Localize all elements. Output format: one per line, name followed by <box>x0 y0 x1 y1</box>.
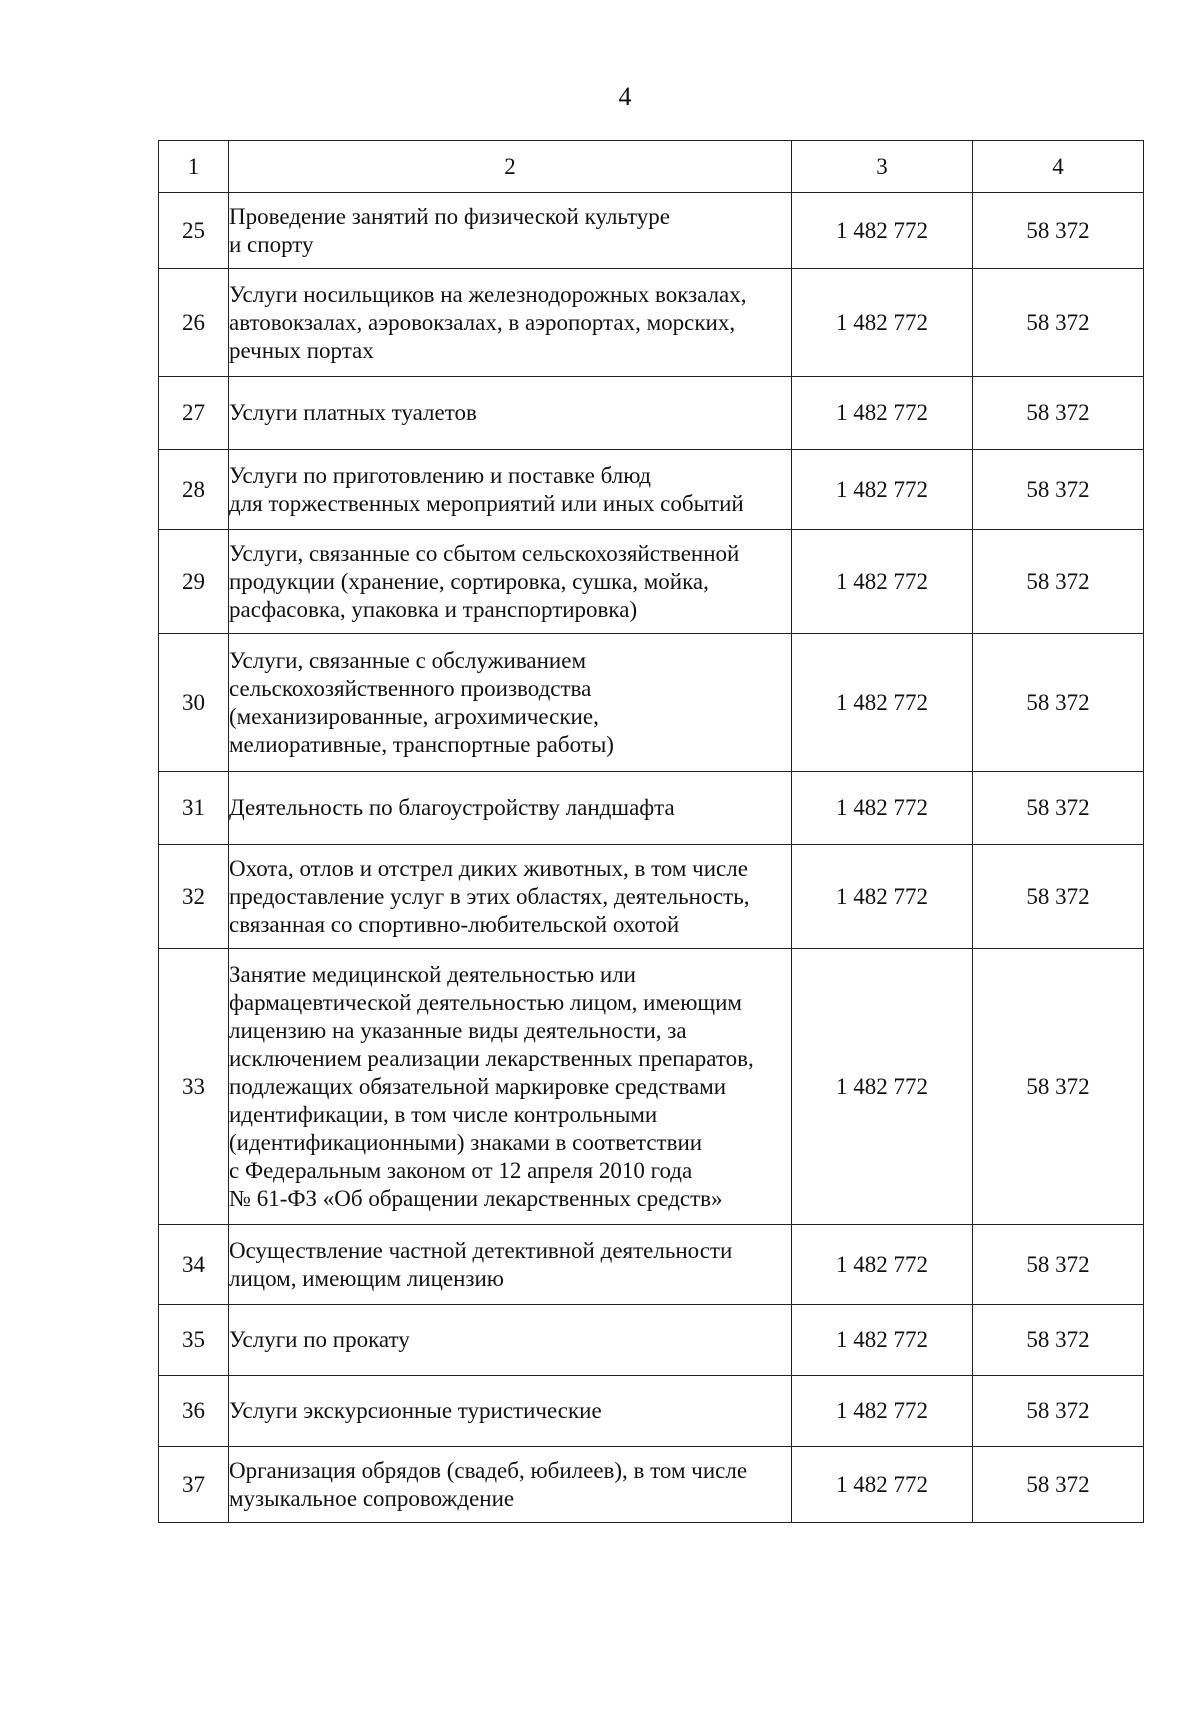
row-description-text: Услуги, связанные с обслуживанием сельскохозяйственного производства (механизированные, агрохимические, мелиоративные, транспортные работы) <box>229 647 614 757</box>
row-col4-value: 58 372 <box>973 450 1144 530</box>
row-description-text: Деятельность по благоустройству ландшафта <box>229 795 675 820</box>
row-col4-value: 58 372 <box>973 269 1144 377</box>
table-row <box>159 949 1144 1225</box>
row-number: 29 <box>159 530 229 634</box>
row-number: 37 <box>159 1447 229 1523</box>
row-number: 34 <box>159 1225 229 1305</box>
row-col3-value: 1 482 772 <box>792 1447 973 1523</box>
row-description <box>229 634 792 772</box>
row-number: 28 <box>159 450 229 530</box>
row-col4-value: 58 372 <box>973 845 1144 949</box>
row-col3-value: 1 482 772 <box>792 1305 973 1376</box>
row-col4-value: 58 372 <box>973 193 1144 269</box>
row-number: 33 <box>159 949 229 1225</box>
services-table <box>158 140 1144 1523</box>
row-col4-value: 58 372 <box>973 1447 1144 1523</box>
row-col4-value: 58 372 <box>973 1305 1144 1376</box>
row-description-text: Услуги по приготовлению и поставке блюд для торжественных мероприятий или иных событий <box>229 462 744 516</box>
table-row <box>159 1305 1144 1376</box>
row-description <box>229 1305 792 1376</box>
row-description <box>229 530 792 634</box>
row-col4-value: 58 372 <box>973 1376 1144 1447</box>
row-description-text: Услуги, связанные со сбытом сельскохозяйственной продукции (хранение, сортировка, сушка, мойка, расфасовка, упаковка и транспортировка) <box>229 540 740 622</box>
table-row <box>159 450 1144 530</box>
table-header <box>159 141 1144 193</box>
row-col3-value: 1 482 772 <box>792 949 973 1225</box>
row-number: 36 <box>159 1376 229 1447</box>
row-col3-value: 1 482 772 <box>792 1225 973 1305</box>
row-description-text: Проведение занятий по физической культуре и спорту <box>229 203 670 257</box>
row-description <box>229 845 792 949</box>
header-col-1: 1 <box>159 141 229 193</box>
table-row <box>159 634 1144 772</box>
table-row <box>159 1225 1144 1305</box>
row-col3-value: 1 482 772 <box>792 634 973 772</box>
table-row <box>159 193 1144 269</box>
table-row <box>159 772 1144 845</box>
row-number: 26 <box>159 269 229 377</box>
table-row <box>159 1376 1144 1447</box>
row-number: 31 <box>159 772 229 845</box>
row-col3-value: 1 482 772 <box>792 772 973 845</box>
row-description <box>229 1447 792 1523</box>
row-col3-value: 1 482 772 <box>792 1376 973 1447</box>
row-description-text: Услуги по прокату <box>229 1327 410 1352</box>
row-col4-value: 58 372 <box>973 949 1144 1225</box>
row-col3-value: 1 482 772 <box>792 377 973 450</box>
table-row <box>159 1447 1144 1523</box>
row-description-text: Осуществление частной детективной деятельности лицом, имеющим лицензию <box>229 1237 733 1291</box>
row-number: 30 <box>159 634 229 772</box>
row-col4-value: 58 372 <box>973 772 1144 845</box>
table-row <box>159 845 1144 949</box>
row-description <box>229 772 792 845</box>
row-number: 25 <box>159 193 229 269</box>
header-col-2: 2 <box>229 141 792 193</box>
row-col4-value: 58 372 <box>973 530 1144 634</box>
row-description <box>229 949 792 1225</box>
row-description-text: Услуги платных туалетов <box>229 400 477 425</box>
row-col3-value: 1 482 772 <box>792 845 973 949</box>
row-number: 35 <box>159 1305 229 1376</box>
row-col4-value: 58 372 <box>973 1225 1144 1305</box>
row-description-text: Организация обрядов (свадеб, юбилеев), в том числе музыкальное сопровождение <box>229 1457 748 1511</box>
row-description-text: Охота, отлов и отстрел диких животных, в том числе предоставление услуг в этих областях, деятельность, связанная со спортивно-любительской охотой <box>229 855 750 937</box>
header-col-4: 4 <box>973 141 1144 193</box>
row-description <box>229 1376 792 1447</box>
header-row <box>159 141 1144 193</box>
row-col4-value: 58 372 <box>973 634 1144 772</box>
table-row <box>159 377 1144 450</box>
table-body <box>159 193 1144 1523</box>
row-description <box>229 1225 792 1305</box>
row-description <box>229 193 792 269</box>
row-col3-value: 1 482 772 <box>792 450 973 530</box>
row-description-text: Услуги носильщиков на железнодорожных вокзалах, автовокзалах, аэровокзалах, в аэропортах, морских, речных портах <box>229 281 747 363</box>
row-description-text: Занятие медицинской деятельностью или фармацевтической деятельностью лицом, имеющим лицензию на указанные виды деятельности, за исключением реализации лекарственных препаратов, подлежащих обязательной маркировке средствами идентификации, в том числе контрольными (идентификационными) знаками в соответствии с Федеральным законом от 12 апреля 2010 года № 61-ФЗ «Об обращении лекарственных средств» <box>229 961 754 1211</box>
row-col4-value: 58 372 <box>973 377 1144 450</box>
row-number: 27 <box>159 377 229 450</box>
page-number: 4 <box>618 82 632 111</box>
row-number: 32 <box>159 845 229 949</box>
header-col-3: 3 <box>792 141 973 193</box>
row-col3-value: 1 482 772 <box>792 530 973 634</box>
row-col3-value: 1 482 772 <box>792 269 973 377</box>
row-description <box>229 269 792 377</box>
row-description <box>229 450 792 530</box>
table-row <box>159 269 1144 377</box>
row-description-text: Услуги экскурсионные туристические <box>229 1398 602 1423</box>
row-col3-value: 1 482 772 <box>792 193 973 269</box>
row-description <box>229 377 792 450</box>
table-row <box>159 530 1144 634</box>
